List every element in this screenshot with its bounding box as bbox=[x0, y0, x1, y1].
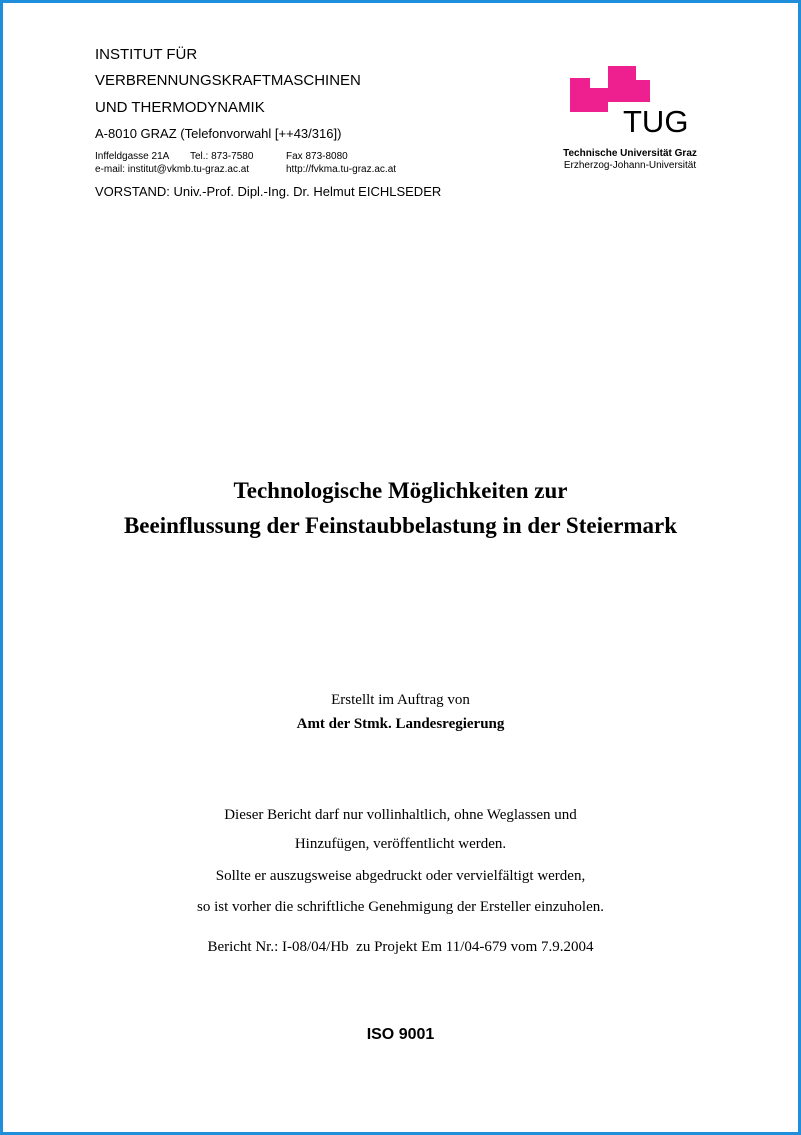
commission-client: Amt der Stmk. Landesregierung bbox=[296, 716, 505, 732]
notice-line-1: Dieser Bericht darf nur vollinhaltlich, ohne Weglassen und bbox=[224, 807, 577, 823]
notice-line-3: Sollte er auszugsweise abgedruckt oder vervielfältigt werden, bbox=[215, 868, 586, 884]
tug-logo bbox=[556, 66, 706, 176]
logo-square bbox=[628, 80, 650, 102]
logo-square bbox=[570, 78, 590, 100]
institute-line-2: VERBRENNUNGSKRAFTMASCHINEN bbox=[95, 72, 361, 89]
institute-tel: Tel.: 873-7580 bbox=[190, 151, 254, 162]
report-title-line-2: Beeinflussung der Feinstaubbelastung in der Steiermark bbox=[123, 513, 678, 538]
institute-board: VORSTAND: Univ.-Prof. Dipl.-Ing. Dr. Helmut EICHLSEDER bbox=[95, 184, 442, 199]
logo-abbreviation: TUG bbox=[623, 104, 689, 139]
institute-fax: Fax 873-8080 bbox=[286, 151, 348, 162]
report-title-line-1: Technologische Möglichkeiten zur bbox=[233, 478, 568, 503]
commission-intro: Erstellt im Auftrag von bbox=[331, 692, 470, 708]
report-number: Bericht Nr.: I-08/04/Hb zu Projekt Em 11/04-679 vom 7.9.2004 bbox=[207, 939, 594, 955]
logo-square bbox=[590, 88, 608, 112]
institute-line-3: UND THERMODYNAMIK bbox=[95, 99, 265, 116]
logo-university-name: Technische Universität Graz bbox=[563, 148, 697, 159]
institute-line-1: INSTITUT FÜR bbox=[95, 46, 198, 63]
institute-city: A-8010 GRAZ (Telefonvorwahl [++43/316]) bbox=[95, 126, 342, 141]
notice-line-2: Hinzufügen, veröffentlicht werden. bbox=[294, 836, 507, 852]
institute-email: e-mail: institut@vkmb.tu-graz.ac.at bbox=[95, 164, 250, 175]
institute-web: http://fvkma.tu-graz.ac.at bbox=[286, 164, 397, 175]
logo-square bbox=[570, 100, 590, 112]
logo-university-subname: Erzherzog-Johann-Universität bbox=[563, 160, 697, 171]
institute-address: Inffeldgasse 21A bbox=[95, 151, 170, 162]
iso-certification: ISO 9001 bbox=[366, 1026, 435, 1043]
notice-line-4: so ist vorher die schriftliche Genehmigung der Ersteller einzuholen. bbox=[197, 899, 604, 915]
